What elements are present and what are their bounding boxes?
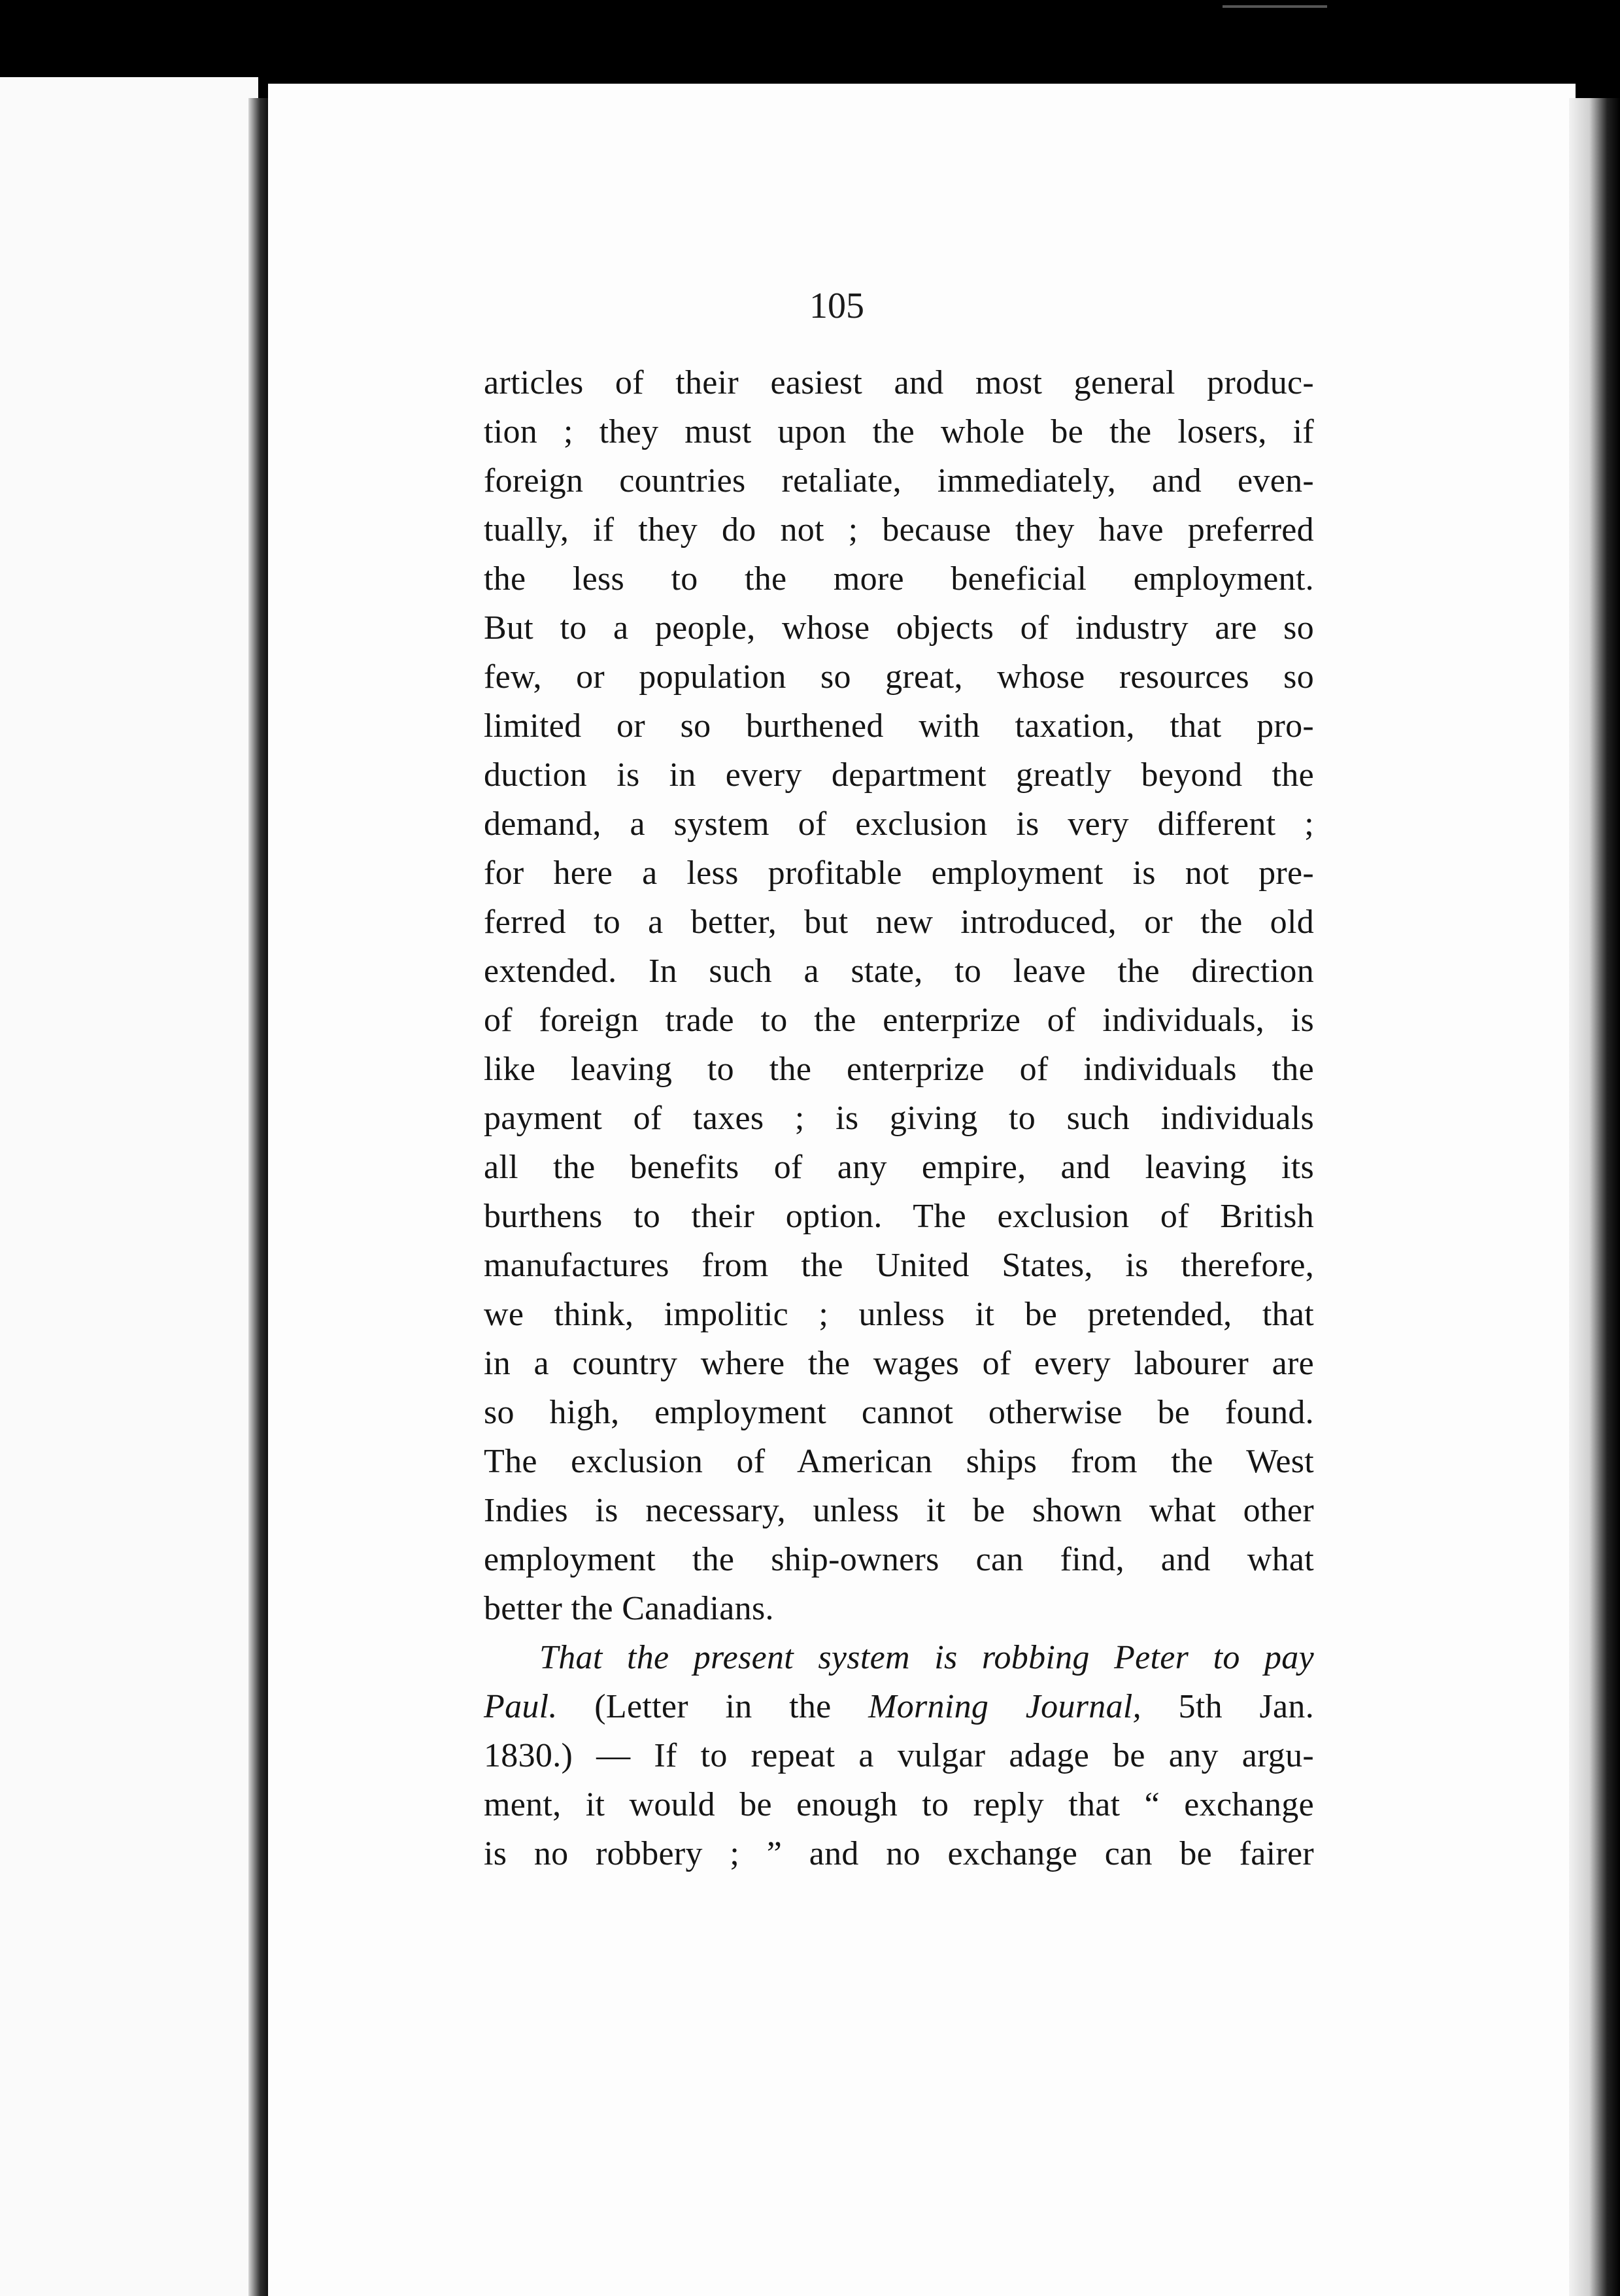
text-line: of foreign trade to the enterprize of individuals, is <box>484 1002 1314 1039</box>
text-line: for here a less profitable employment is not pre- <box>484 854 1314 892</box>
text-line: But to a people, whose objects of industry are so <box>484 609 1314 647</box>
text-line: better the Canadians. <box>484 1590 774 1627</box>
text-line: all the benefits of any empire, and leaving its <box>484 1149 1314 1186</box>
text-line: employment the ship-owners can find, and what <box>484 1541 1314 1578</box>
text-line: payment of taxes ; is giving to such individuals <box>484 1100 1314 1137</box>
text-line: we think, impolitic ; unless it be pretended, that <box>484 1296 1314 1333</box>
text-line: 1830.) — If to repeat a vulgar adage be any argu- <box>484 1737 1314 1774</box>
text-line: burthens to their option. The exclusion of British <box>484 1198 1314 1235</box>
text-line: tually, if they do not ; because they have preferred <box>484 511 1314 549</box>
text-line: so high, employment cannot otherwise be found. <box>484 1394 1314 1431</box>
text-line: articles of their easiest and most general produc- <box>484 364 1314 401</box>
text-line: limited or so burthened with taxation, that pro- <box>484 707 1314 745</box>
facing-page-edge <box>0 77 258 2296</box>
text-line: the less to the more beneficial employment. <box>484 560 1314 598</box>
journal-title: Morning Journal, <box>868 1688 1141 1725</box>
text-line: extended. In such a state, to leave the direction <box>484 953 1314 990</box>
text-line: is no robbery ; ” and no exchange can be fairer <box>484 1835 1314 1872</box>
text-span: 5th Jan. <box>1141 1688 1314 1725</box>
section-heading-line <box>484 1633 1314 1682</box>
text-line: ferred to a better, but new introduced, or the old <box>484 903 1314 941</box>
scan-mark <box>1223 5 1327 8</box>
text-span: (Letter in the <box>557 1688 869 1725</box>
text-line: ment, it would be enough to reply that “ exchange <box>484 1786 1314 1823</box>
text-line: The exclusion of American ships from the West <box>484 1443 1314 1480</box>
text-line: Indies is necessary, unless it be shown what other <box>484 1492 1314 1529</box>
text-line: few, or population so great, whose resources so <box>484 658 1314 696</box>
text-line: tion ; they must upon the whole be the losers, if <box>484 413 1314 450</box>
section-heading-end: Paul. <box>484 1688 558 1725</box>
text-line: demand, a system of exclusion is very different ; <box>484 805 1314 843</box>
section-heading: That the present system is robbing Peter to pay <box>539 1639 1314 1676</box>
page-edge-shadow <box>1569 98 1620 2296</box>
scan-border-top <box>0 0 1620 78</box>
body-text <box>484 358 1314 1878</box>
page-number: 105 <box>809 286 864 326</box>
text-line <box>484 1682 1314 1731</box>
text-line: like leaving to the enterprize of individuals the <box>484 1051 1314 1088</box>
book-gutter <box>248 98 268 2296</box>
text-line: manufactures from the United States, is therefore, <box>484 1247 1314 1284</box>
text-line: in a country where the wages of every labourer are <box>484 1345 1314 1382</box>
text-line: foreign countries retaliate, immediately, and even- <box>484 462 1314 499</box>
text-line: duction is in every department greatly beyond the <box>484 756 1314 794</box>
